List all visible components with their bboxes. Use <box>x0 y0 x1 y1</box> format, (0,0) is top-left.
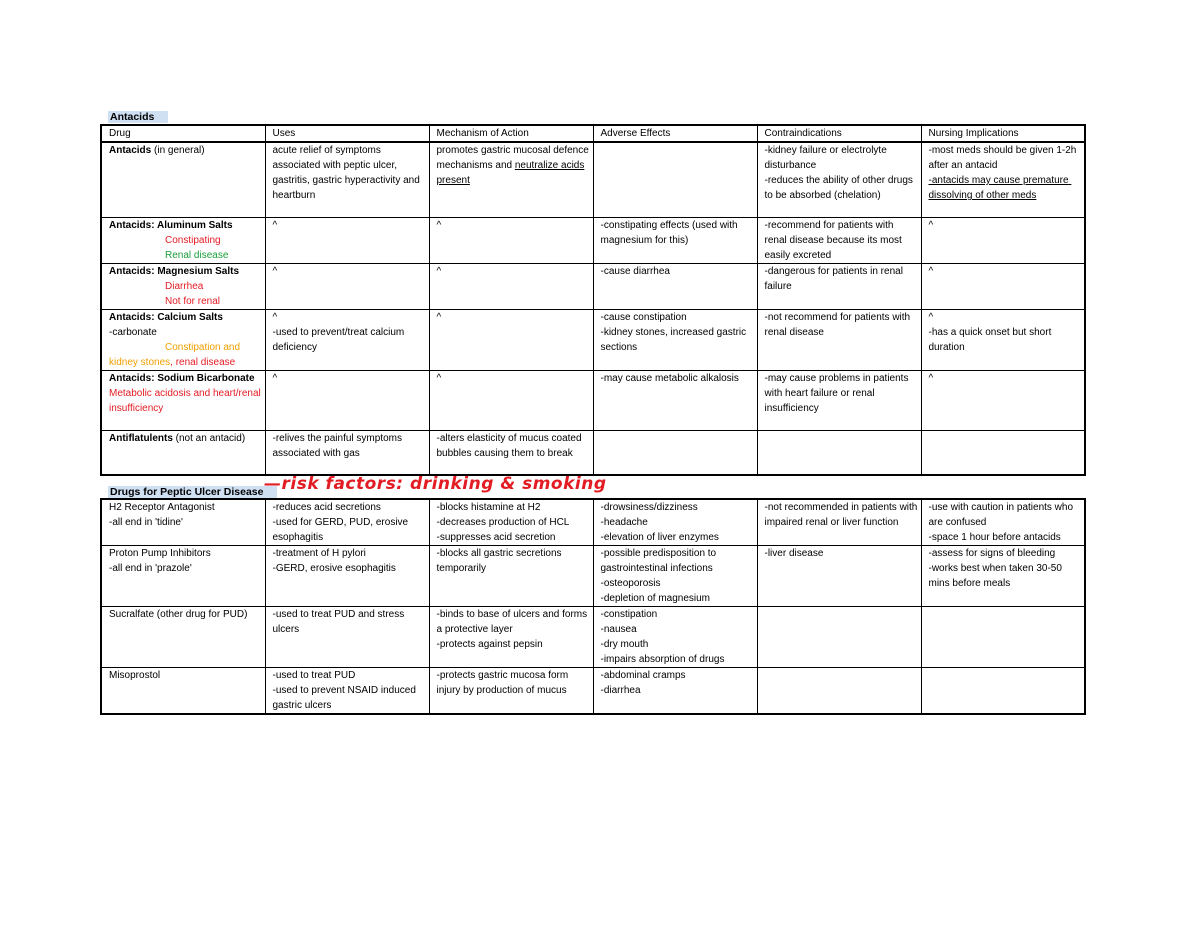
uses-cell <box>265 263 429 309</box>
cell-line: -reduces acid secretions <box>272 502 381 513</box>
cell-line: -may cause problems in patients with heart failure or renal insufficiency <box>764 372 912 414</box>
cell-line: -blocks histamine at H2 <box>436 502 541 513</box>
cell-line: ^ <box>436 311 442 323</box>
cell-line-underlined: neutralize acids present <box>436 160 585 186</box>
nursing-cell <box>921 217 1085 263</box>
cell-line: -cause constipation <box>600 311 687 323</box>
contra-cell <box>757 142 921 217</box>
cell-line: -may cause metabolic alkalosis <box>600 372 739 384</box>
drug-name: Misoprostol <box>109 670 161 681</box>
cell-line: -most meds should be given 1-2h after an antacid <box>928 145 1080 171</box>
table-row <box>101 370 1085 430</box>
cell-line: -use with caution in patients who are confused <box>928 502 1076 528</box>
drug-name: Antacids: Calcium Salts <box>109 311 223 323</box>
cell-line: -used to treat PUD and stress ulcers <box>272 609 408 635</box>
cell-line: -abdominal cramps <box>600 670 686 681</box>
drug-name: Antacids: Magnesium Salts <box>109 265 240 277</box>
moa-cell <box>429 217 593 263</box>
drug-note-red: Diarrhea <box>165 280 204 292</box>
cell-line: -used to prevent NSAID induced gastric ulcers <box>272 685 419 711</box>
header-nursing-implications: Nursing Implications <box>921 125 1085 142</box>
peptic-section-title: Drugs for Peptic Ulcer Disease <box>108 486 277 498</box>
drug-cell <box>101 370 265 430</box>
adverse-cell <box>593 499 757 546</box>
adverse-cell <box>593 370 757 430</box>
drug-note-orange: Constipation and <box>165 341 241 353</box>
uses-cell <box>265 546 429 607</box>
cell-line: -alters elasticity of mucus coated bubbles causing them to break <box>436 432 585 459</box>
cell-line: -has a quick onset but short duration <box>928 326 1055 353</box>
drug-cell <box>101 217 265 263</box>
cell-line: promotes gastric mucosal defence mechanisms and <box>436 145 589 171</box>
header-drug: Drug <box>101 125 265 142</box>
contra-cell <box>757 370 921 430</box>
table-row <box>101 668 1085 715</box>
contra-cell <box>757 217 921 263</box>
cell-line: ^ <box>272 265 278 277</box>
contra-cell <box>757 607 921 668</box>
cell-line: ^ <box>272 219 278 231</box>
cell-line: -assess for signs of bleeding <box>928 548 1056 559</box>
drug-cell <box>101 546 265 607</box>
cell-line: ^ <box>272 372 278 384</box>
uses-cell <box>265 607 429 668</box>
moa-cell <box>429 370 593 430</box>
drug-note-red: Constipating <box>165 234 221 246</box>
cell-line: -osteoporosis <box>600 578 661 589</box>
header-uses: Uses <box>265 125 429 142</box>
table-row <box>101 142 1085 217</box>
drug-name: Antiflatulents <box>109 432 173 444</box>
contra-cell <box>757 309 921 370</box>
cell-line: -used for GERD, PUD, erosive esophagitis <box>272 517 411 543</box>
drug-subtext: (other drug for PUD) <box>154 609 248 620</box>
nursing-cell <box>921 309 1085 370</box>
contra-cell <box>757 430 921 475</box>
drug-name: H2 Receptor Antagonist <box>109 502 215 513</box>
adverse-cell <box>593 668 757 715</box>
drug-cell <box>101 668 265 715</box>
antacids-section-title: Antacids <box>108 111 168 123</box>
drug-subtext: (in general) <box>151 145 205 156</box>
cell-line: -space 1 hour before antacids <box>928 532 1061 543</box>
cell-line: -nausea <box>600 624 637 635</box>
cell-line: ^ <box>928 265 934 277</box>
drug-cell <box>101 430 265 475</box>
cell-line: -constipation <box>600 609 658 620</box>
cell-line: -GERD, erosive esophagitis <box>272 563 396 574</box>
cell-line: -not recommended in patients with impaired renal or liver function <box>764 502 921 528</box>
cell-line: -recommend for patients with renal disease because its most easily excreted <box>764 219 905 261</box>
contra-cell <box>757 263 921 309</box>
drug-note-red: Not for renal <box>165 295 221 307</box>
cell-line: -impairs absorption of drugs <box>600 654 725 665</box>
table-row <box>101 430 1085 475</box>
cell-line-underlined: -antacids may cause premature dissolving of other meds <box>928 175 1072 201</box>
cell-line: -headache <box>600 517 648 528</box>
contra-cell <box>757 499 921 546</box>
cell-line: ^ <box>928 219 934 231</box>
cell-line: -treatment of H pylori <box>272 548 366 559</box>
moa-cell <box>429 546 593 607</box>
cell-line: -dry mouth <box>600 639 649 650</box>
drug-note-green: Renal disease <box>165 249 229 261</box>
nursing-cell <box>921 607 1085 668</box>
drug-note: -all end in 'tidine' <box>109 517 183 528</box>
header-mechanism: Mechanism of Action <box>429 125 593 142</box>
header-adverse-effects: Adverse Effects <box>593 125 757 142</box>
table-row <box>101 263 1085 309</box>
nursing-cell <box>921 370 1085 430</box>
header-contraindications: Contraindications <box>757 125 921 142</box>
uses-cell <box>265 430 429 475</box>
moa-cell <box>429 607 593 668</box>
cell-line: ^ <box>436 265 442 277</box>
peptic-ulcer-table <box>100 498 1086 715</box>
cell-line: -works best when taken 30-50 mins before meals <box>928 563 1065 589</box>
cell-line: -liver disease <box>764 548 824 559</box>
drug-name: Sucralfate <box>109 609 155 620</box>
cell-line: -drowsiness/dizziness <box>600 502 698 513</box>
cell-line: ^ <box>272 311 278 323</box>
drug-cell <box>101 309 265 370</box>
nursing-cell <box>921 546 1085 607</box>
cell-line: -decreases production of HCL <box>436 517 570 528</box>
cell-line: -blocks all gastric secretions temporarily <box>436 548 565 574</box>
uses-cell <box>265 309 429 370</box>
cell-line: acute relief of symptoms associated with peptic ulcer, gastritis, gastric hyperactivity and heartburn <box>272 145 423 201</box>
drug-cell <box>101 607 265 668</box>
handwritten-note: —risk factors: drinking & smoking <box>264 474 607 494</box>
cell-line: ^ <box>928 311 934 323</box>
adverse-cell <box>593 607 757 668</box>
drug-note-red: Metabolic acidosis and heart/renal insufficiency <box>109 387 264 414</box>
cell-line: -elevation of liver enzymes <box>600 532 719 543</box>
drug-name: Proton Pump Inhibitors <box>109 548 211 559</box>
adverse-cell <box>593 546 757 607</box>
moa-cell <box>429 142 593 217</box>
cell-line: ^ <box>436 219 442 231</box>
moa-cell <box>429 263 593 309</box>
adverse-cell <box>593 142 757 217</box>
table-header-row <box>101 125 1085 142</box>
moa-cell <box>429 430 593 475</box>
drug-name: Antacids: Sodium Bicarbonate <box>109 372 255 384</box>
adverse-cell <box>593 263 757 309</box>
cell-line: -cause diarrhea <box>600 265 670 277</box>
table-row <box>101 499 1085 546</box>
contra-cell <box>757 668 921 715</box>
uses-cell <box>265 668 429 715</box>
cell-line: ^ <box>928 372 934 384</box>
cell-line: -depletion of magnesium <box>600 593 711 604</box>
adverse-cell <box>593 309 757 370</box>
drug-cell <box>101 499 265 546</box>
cell-line: -reduces the ability of other drugs to be absorbed (chelation) <box>764 175 916 201</box>
cell-line: -diarrhea <box>600 685 641 696</box>
drug-cell <box>101 263 265 309</box>
moa-cell <box>429 499 593 546</box>
table-row <box>101 607 1085 668</box>
contra-cell <box>757 546 921 607</box>
cell-line: -binds to base of ulcers and forms a protective layer <box>436 609 590 635</box>
drug-cell <box>101 142 265 217</box>
drug-name: Antacids: Aluminum Salts <box>109 219 233 231</box>
uses-cell <box>265 499 429 546</box>
drug-note-red: , renal disease <box>170 356 236 368</box>
uses-cell <box>265 142 429 217</box>
nursing-cell <box>921 430 1085 475</box>
uses-cell <box>265 370 429 430</box>
cell-line: -relives the painful symptoms associated with gas <box>272 432 405 459</box>
drug-subtext: (not an antacid) <box>172 432 246 444</box>
nursing-cell <box>921 142 1085 217</box>
cell-line: -kidney stones, increased gastric sections <box>600 326 749 353</box>
drug-note: -carbonate <box>109 326 157 338</box>
cell-line: -used to prevent/treat calcium deficiency <box>272 326 408 353</box>
cell-line: -protects against pepsin <box>436 639 543 650</box>
moa-cell <box>429 668 593 715</box>
table-row <box>101 309 1085 370</box>
drug-name: Antacids <box>109 145 152 156</box>
cell-line: -constipating effects (used with magnesium for this) <box>600 219 741 246</box>
adverse-cell <box>593 217 757 263</box>
adverse-cell <box>593 430 757 475</box>
moa-cell <box>429 309 593 370</box>
uses-cell <box>265 217 429 263</box>
cell-line: -used to treat PUD <box>272 670 356 681</box>
cell-line: -kidney failure or electrolyte disturbance <box>764 145 890 171</box>
nursing-cell <box>921 263 1085 309</box>
nursing-cell <box>921 499 1085 546</box>
table-row <box>101 546 1085 607</box>
cell-line: -dangerous for patients in renal failure <box>764 265 906 292</box>
cell-line: -protects gastric mucosa form injury by production of mucus <box>436 670 571 696</box>
antacids-table <box>100 124 1086 476</box>
drug-note: -all end in 'prazole' <box>109 563 192 574</box>
cell-line: -suppresses acid secretion <box>436 532 556 543</box>
cell-line: -not recommend for patients with renal disease <box>764 311 913 338</box>
nursing-cell <box>921 668 1085 715</box>
cell-line: ^ <box>436 372 442 384</box>
cell-line: -possible predisposition to gastrointestinal infections <box>600 548 719 574</box>
table-row <box>101 217 1085 263</box>
drug-note-orange: kidney stones <box>109 356 171 368</box>
